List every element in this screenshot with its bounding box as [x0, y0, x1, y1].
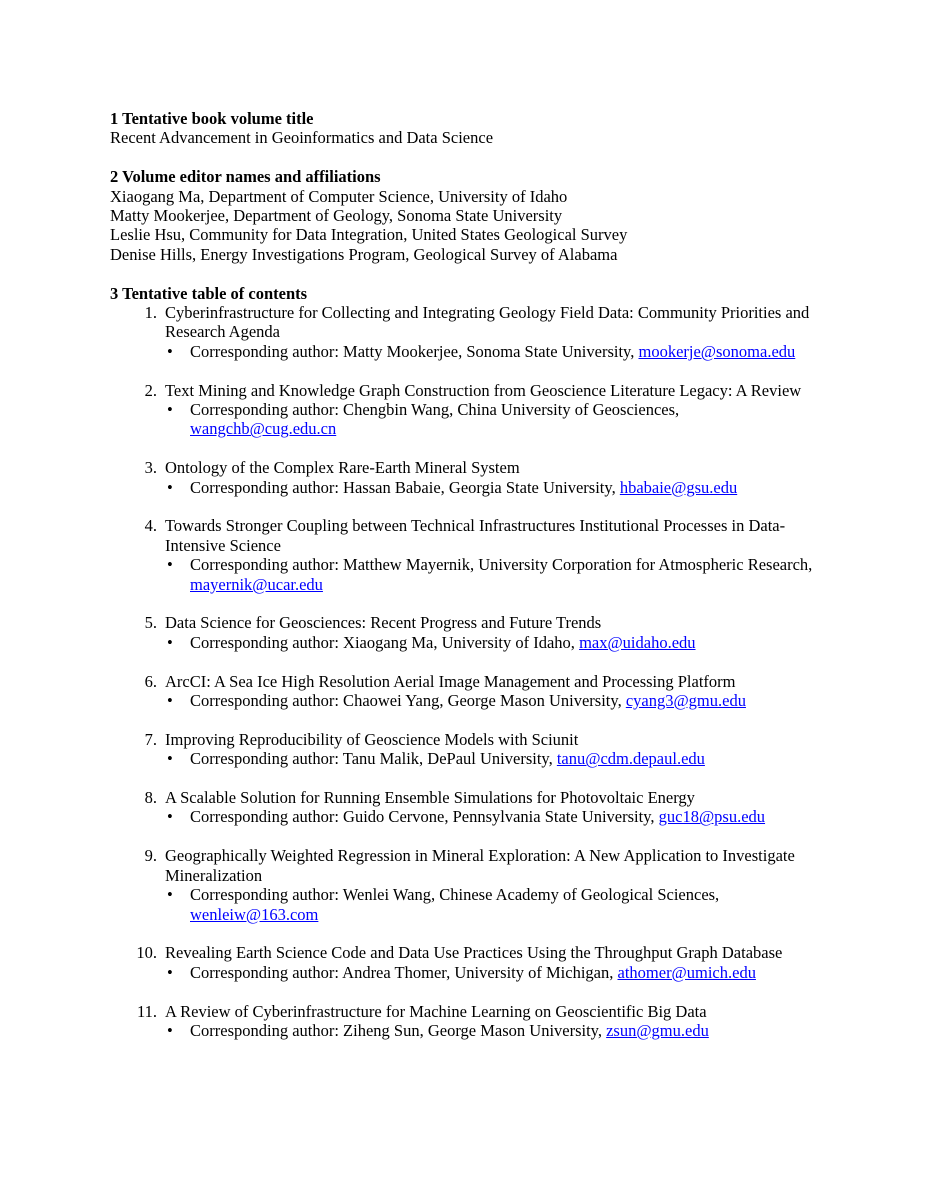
- toc-item: [110, 458, 820, 497]
- toc-item-title: Revealing Earth Science Code and Data Use Practices Using the Throughput Graph Database: [165, 943, 783, 963]
- corresponding-author-text: Corresponding author: Guido Cervone, Pennsylvania State University,: [190, 807, 659, 827]
- email-link[interactable]: guc18@psu.edu: [658, 807, 766, 827]
- corresponding-author-text: Corresponding author: Chaowei Yang, George Mason University,: [190, 691, 626, 711]
- corresponding-author-text: Corresponding author: Chengbin Wang, China University of Geosciences,: [190, 400, 680, 420]
- bullet-icon: •: [167, 885, 173, 905]
- email-link[interactable]: zsun@gmu.edu: [606, 1020, 709, 1040]
- toc-item-title: Improving Reproducibility of Geoscience Models with Sciunit: [165, 729, 579, 749]
- corresponding-author-line: [190, 749, 820, 768]
- editor-line: Leslie Hsu, Community for Data Integration, United States Geological Survey: [110, 225, 628, 245]
- toc-item: [110, 613, 820, 652]
- bullet-icon: •: [167, 962, 173, 982]
- toc-item-title: A Scalable Solution for Running Ensemble Simulations for Photovoltaic Energy: [165, 788, 695, 808]
- editor-line: Denise Hills, Energy Investigations Program, Geological Survey of Alabama: [110, 244, 618, 264]
- toc-item-title: A Review of Cyberinfrastructure for Machine Learning on Geoscientific Big Data: [165, 1001, 707, 1021]
- toc-item: [110, 381, 820, 439]
- corresponding-author-text: Corresponding author: Matty Mookerjee, Sonoma State University,: [190, 341, 639, 361]
- toc-item-title: Data Science for Geosciences: Recent Progress and Future Trends: [165, 613, 602, 633]
- email-link[interactable]: mookerje@sonoma.edu: [638, 341, 796, 361]
- bullet-icon: •: [167, 1020, 173, 1040]
- corresponding-author-line: [190, 691, 820, 710]
- toc-item-title: Cyberinfrastructure for Collecting and Integrating Geology Field Data: Community Priorities and Research Agenda: [165, 303, 810, 342]
- volume-title-heading: 1 Tentative book volume title: [110, 109, 314, 128]
- email-link[interactable]: hbabaie@gsu.edu: [619, 477, 738, 497]
- corresponding-author-line: [190, 633, 820, 652]
- toc-item-title: Towards Stronger Coupling between Technical Infrastructures Institutional Processes in Data-Intensive Science: [165, 516, 786, 555]
- email-link[interactable]: mayernik@ucar.edu: [190, 574, 323, 594]
- corresponding-author-text: Corresponding author: Wenlei Wang, Chinese Academy of Geological Sciences,: [190, 885, 720, 905]
- corresponding-author-line: [190, 963, 820, 982]
- volume-title-text: Recent Advancement in Geoinformatics and Data Science: [110, 128, 494, 148]
- toc-item: [110, 1002, 820, 1041]
- corresponding-author-text: Corresponding author: Andrea Thomer, University of Michigan,: [190, 962, 618, 982]
- corresponding-author-text: Corresponding author: Xiaogang Ma, University of Idaho,: [190, 632, 580, 652]
- email-link[interactable]: wangchb@cug.edu.cn: [190, 419, 337, 439]
- corresponding-author-line: [190, 885, 820, 924]
- email-link[interactable]: athomer@umich.edu: [617, 962, 756, 982]
- email-link[interactable]: max@uidaho.edu: [579, 632, 696, 652]
- email-link[interactable]: tanu@cdm.depaul.edu: [556, 749, 705, 769]
- editor-line: Xiaogang Ma, Department of Computer Science, University of Idaho: [110, 186, 568, 206]
- toc-item: [110, 846, 820, 924]
- bullet-icon: •: [167, 400, 173, 420]
- corresponding-author-text: Corresponding author: Matthew Mayernik, University Corporation for Atmospheric Research,: [190, 555, 813, 575]
- email-link[interactable]: cyang3@gmu.edu: [625, 691, 746, 711]
- editors-heading: 2 Volume editor names and affiliations: [110, 167, 381, 187]
- bullet-icon: •: [167, 691, 173, 711]
- toc-item: [110, 943, 820, 982]
- bullet-icon: •: [167, 477, 173, 497]
- toc-item-number: 3.: [144, 458, 157, 478]
- toc-item-number: 5.: [144, 613, 157, 633]
- toc-item-title: Ontology of the Complex Rare-Earth Mineral System: [165, 458, 520, 478]
- toc-item-number: 9.: [144, 846, 157, 866]
- corresponding-author-text: Corresponding author: Ziheng Sun, George Mason University,: [190, 1020, 607, 1040]
- bullet-icon: •: [167, 749, 173, 769]
- toc-item-number: 10.: [136, 943, 157, 963]
- bullet-icon: •: [167, 632, 173, 652]
- toc-item-number: 1.: [144, 303, 157, 323]
- corresponding-author-text: Corresponding author: Hassan Babaie, Georgia State University,: [190, 477, 620, 497]
- toc-item-number: 11.: [136, 1001, 157, 1021]
- email-link[interactable]: wenleiw@163.com: [190, 904, 319, 924]
- toc-item: [110, 516, 820, 594]
- bullet-icon: •: [167, 341, 173, 361]
- toc-item: [110, 788, 820, 827]
- corresponding-author-line: [190, 555, 820, 594]
- section-toc: [110, 284, 820, 1041]
- toc-item-number: 8.: [144, 788, 157, 808]
- section-editors: [110, 167, 820, 264]
- toc-item-number: 7.: [144, 729, 157, 749]
- corresponding-author-line: [190, 1021, 820, 1040]
- toc-item-title: Text Mining and Knowledge Graph Construction from Geoscience Literature Legacy: A Review: [165, 380, 802, 400]
- toc-item-title: ArcCI: A Sea Ice High Resolution Aerial Image Management and Processing Platform: [165, 671, 736, 691]
- toc-heading: 3 Tentative table of contents: [110, 283, 308, 303]
- corresponding-author-line: [190, 400, 820, 439]
- corresponding-author-line: [190, 807, 820, 826]
- toc-item-title: Geographically Weighted Regression in Mineral Exploration: A New Application to Investigate Mineralization: [165, 846, 795, 885]
- corresponding-author-line: [190, 342, 820, 361]
- toc-item: [110, 730, 820, 769]
- bullet-icon: •: [167, 807, 173, 827]
- corresponding-author-line: [190, 478, 820, 497]
- editor-line: Matty Mookerjee, Department of Geology, Sonoma State University: [110, 206, 563, 226]
- toc-item-number: 6.: [144, 671, 157, 691]
- section-volume-title: [110, 109, 820, 148]
- toc-item: [110, 672, 820, 711]
- toc-item: [110, 303, 820, 361]
- corresponding-author-text: Corresponding author: Tanu Malik, DePaul University,: [190, 749, 557, 769]
- toc-item-number: 4.: [144, 516, 157, 536]
- document-content: [110, 109, 820, 1040]
- bullet-icon: •: [167, 555, 173, 575]
- toc-item-number: 2.: [144, 380, 157, 400]
